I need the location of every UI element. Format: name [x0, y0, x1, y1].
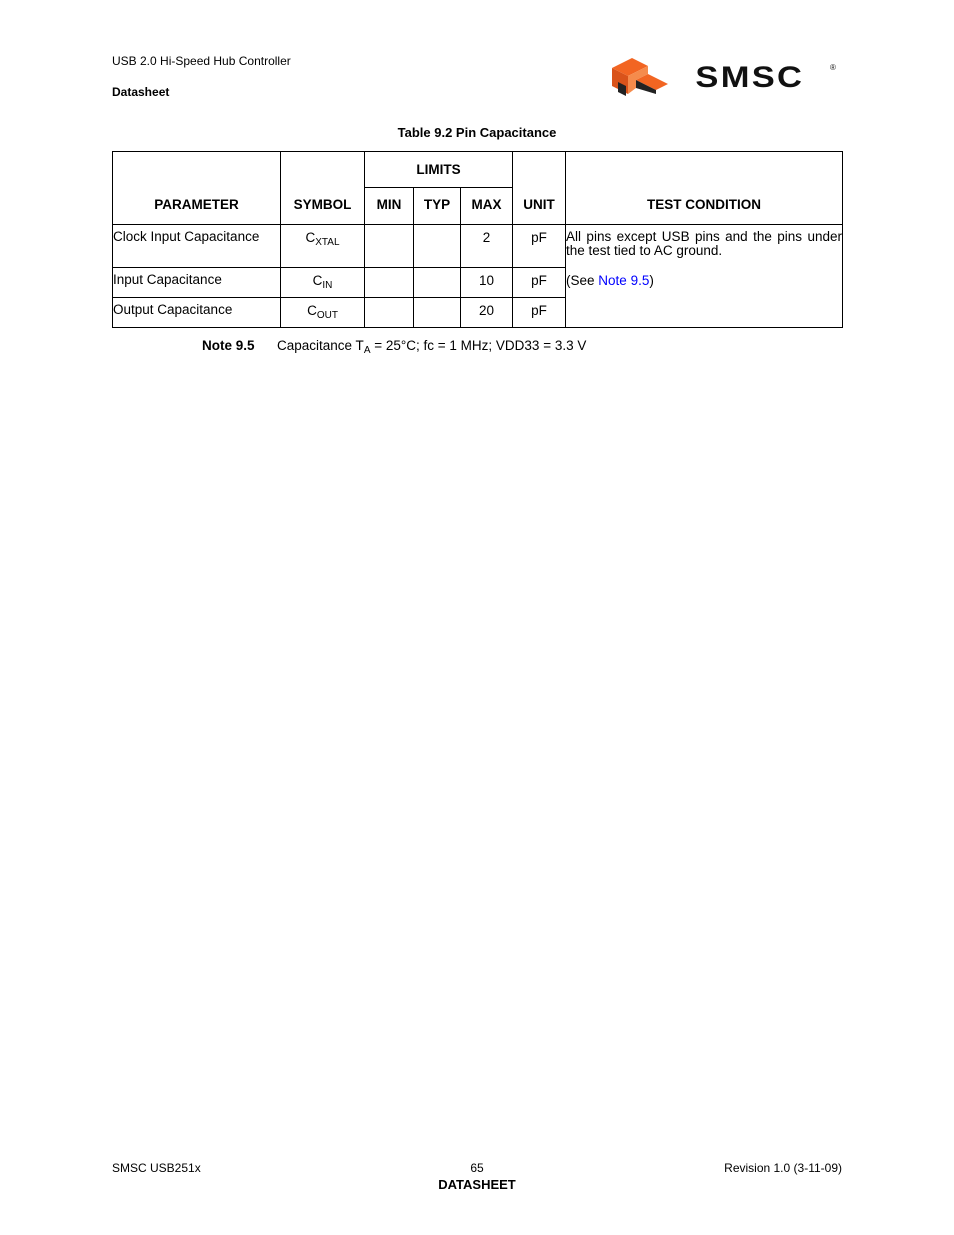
- test-condition-see: (See Note 9.5): [566, 273, 654, 288]
- document-type: Datasheet: [112, 85, 170, 99]
- test-condition-cell: [566, 225, 843, 328]
- svg-text:SMSC: SMSC: [695, 60, 805, 94]
- header-typ: TYP: [414, 188, 461, 225]
- param-cell: Clock Input Capacitance: [113, 225, 281, 268]
- symbol-cell: $C_{XTAL}$: [281, 225, 365, 268]
- footer-revision: Revision 1.0 (3-11-09): [724, 1161, 842, 1175]
- unit-cell: pF: [513, 268, 566, 298]
- test-condition-text: All pins except USB pins and the pins under the test tied to AC ground.: [566, 229, 843, 258]
- max-cell: 20: [461, 298, 513, 328]
- param-cell: Output Capacitance: [113, 298, 281, 328]
- header-test-condition: TEST CONDITION: [566, 152, 843, 225]
- note-text-after: = 25°C; fc = 1 MHz; VDD33 = 3.3 V: [370, 338, 587, 353]
- header-min: MIN: [365, 188, 414, 225]
- header-symbol: SYMBOL: [281, 152, 365, 225]
- max-cell: 10: [461, 268, 513, 298]
- note-text-before: Capacitance T: [277, 338, 364, 353]
- smsc-logo-icon: [608, 54, 840, 100]
- typ-cell: [414, 225, 461, 268]
- param-cell: Input Capacitance: [113, 268, 281, 298]
- min-cell: [365, 298, 414, 328]
- header-max: MAX: [461, 188, 513, 225]
- footer-page-number: 65: [470, 1161, 484, 1175]
- note-text-sub: A: [363, 345, 371, 356]
- min-cell: [365, 225, 414, 268]
- svg-text:®: ®: [830, 63, 836, 72]
- header-unit: UNIT: [513, 152, 566, 225]
- unit-cell: pF: [513, 225, 566, 268]
- symbol-cell: $C_{IN}$: [281, 268, 365, 298]
- symbol-cell: $C_{OUT}$: [281, 298, 365, 328]
- smsc-logo: [608, 54, 840, 100]
- footer-doc-type: DATASHEET: [438, 1177, 516, 1192]
- table-row: [113, 225, 843, 268]
- typ-cell: [414, 268, 461, 298]
- note-9-5: [202, 338, 587, 356]
- note-9-5-link[interactable]: Note 9.5: [598, 273, 650, 288]
- table-caption: Table 9.2 Pin Capacitance: [397, 125, 557, 140]
- pin-capacitance-table: [112, 151, 843, 328]
- footer-product: SMSC USB251x: [112, 1161, 201, 1175]
- unit-cell: pF: [513, 298, 566, 328]
- document-title: USB 2.0 Hi-Speed Hub Controller: [112, 54, 291, 68]
- max-cell: 2: [461, 225, 513, 268]
- header-parameter: PARAMETER: [113, 152, 281, 225]
- note-label: Note 9.5: [202, 338, 255, 353]
- min-cell: [365, 268, 414, 298]
- typ-cell: [414, 298, 461, 328]
- header-limits: LIMITS: [365, 152, 513, 188]
